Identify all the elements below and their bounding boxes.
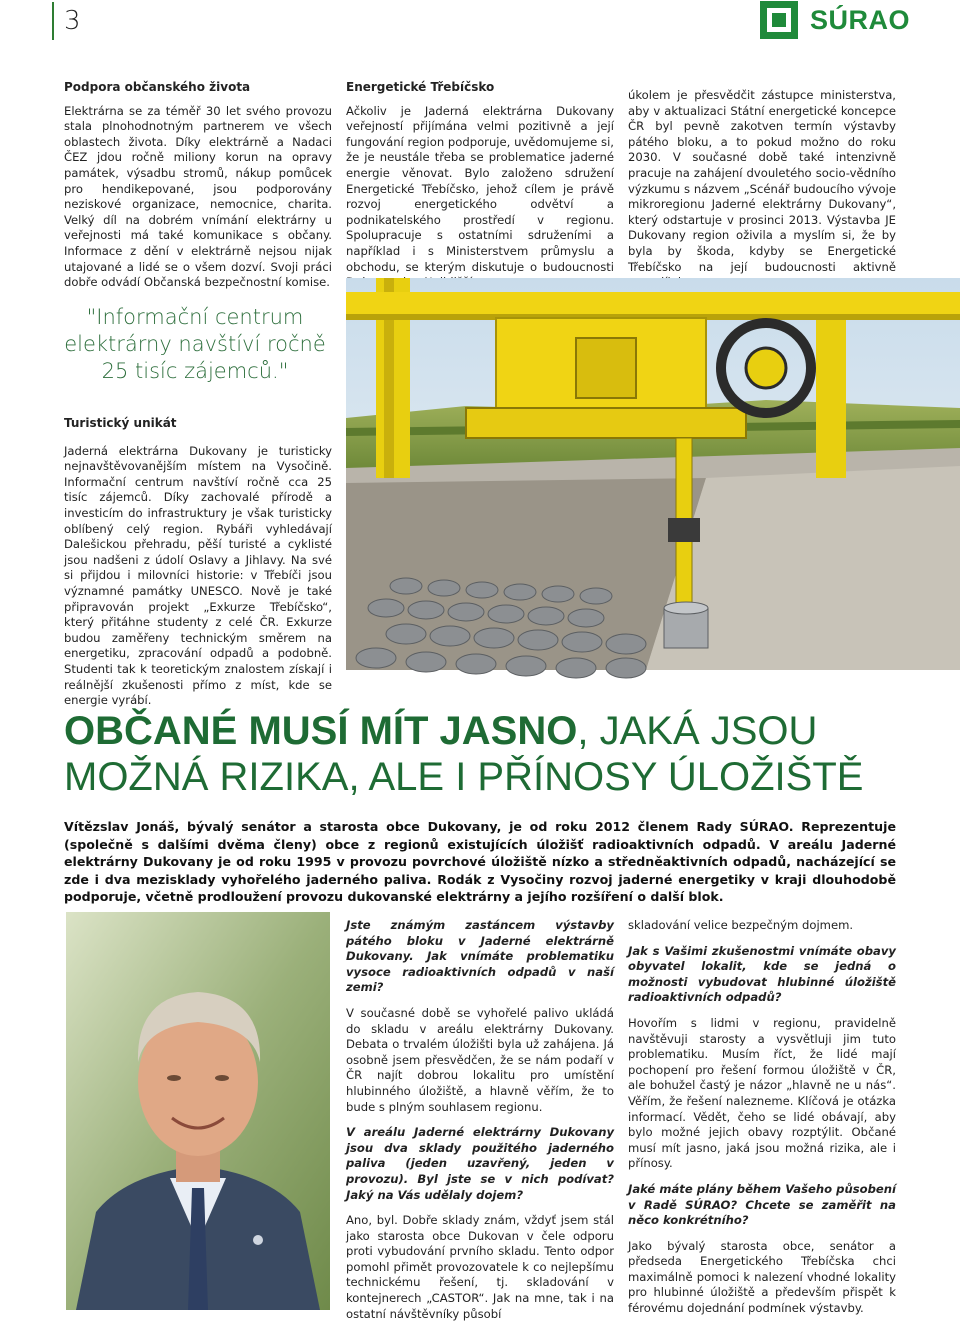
section-title-tourism: Turistický unikát <box>64 416 177 430</box>
column-tourism <box>64 416 332 709</box>
headline-bold: OBČANÉ MUSÍ MÍT JASNO <box>64 709 578 753</box>
interview-question-2: V areálu Jaderné elektrárny Dukovany jsou dva sklady použitého jaderného paliva (jeden uzavřený, jeden v provozu). Byl jste se v nich podívat? Jaký na Vás udělaly dojem? <box>346 1125 614 1202</box>
page-number-rule <box>52 2 54 40</box>
section-title-civic-life: Podpora občanského života <box>64 80 251 94</box>
interview-column-1 <box>346 918 614 1332</box>
interview-column-2 <box>628 918 896 1327</box>
article-lead: Vítězslav Jonáš, bývalý senátor a starosta obce Dukovany, je od roku 2012 členem Rady SÚRAO. Reprezentuje (společně s dalšími dvěma členy) obce z regionů existujících úložišť radioaktivních odpadů. V areálu Jaderné elektrárny Dukovany je od roku 1995 v provozu povrchové úložiště nízko a středněaktivních odpadů, nacházející se zde i dva mezisklady vyhořelého jaderného paliva. Rodák z Vysočiny rozvoj jaderné energetiky v kraji dlouhodobě podporuje, včetně prodloužení provozu dukovanské elektrárny a jejího rozšíření o další blok. <box>64 819 896 905</box>
interview-answer-4: Jako bývalý starosta obce, senátor a předseda Energetického Třebíčska chci maximálně pomoci k nalezení vhodné lokality pro hlubinné úložiště a především přispět k férovému dojednání podmínek výstavby. <box>628 1238 896 1316</box>
civic-life-text: Elektrárna se za téměř 30 let svého provozu stala plnohodnotným partnerem ve všech oblastech života. Díky elektrárně a Nadaci ČEZ jdou ročně miliony korun na opravy památek, výsadbu stromů, nákup pomůcek pro hendikepované, jsou podporovány neziskové organizace, nemocnice, charita. Velký díl na dobrém vnímání elektrárny u veřejnosti má také komunikace s občany. Informace z dění v elektrárně nejsou nijak utajované a lidé se o všem dozví. Svoji práci dobře odvádí Občanská bezpečnostní komise. <box>64 103 332 290</box>
section-title-energy-region: Energetické Třebíčsko <box>346 80 495 94</box>
interview-question-1: Jste známým zastáncem výstavby pátého bloku v Jaderné elektrárně Dukovany. Jak vnímáte problematiku vysoce radioaktivních odpadů v naší zemi? <box>346 918 614 995</box>
interview-answer-3: Hovořím s lidmi v regionu, pravidelně navštěvuji starosty a vysvětluji jim tuto problematiku. Musím říct, že lidé mají pochopení pro řešení formou úložiště v ČR, ale bohužel častý je názor „hlavně ne u nás“. Věřím, že řešení nalezneme. Klíčová je otázka informací. Vědět, čeho se lidé obávají, aby bylo možné jejich obavy rozptýlit. Občané musí mít jasno, jaká jsou možná rizika, ale i přínosy. <box>628 1015 896 1171</box>
pull-quote: "Informační centrum elektrárny navštíví ročně 25 tisíc zájemců." <box>64 305 326 383</box>
photo-portrait <box>66 912 330 1310</box>
page-number: 3 <box>64 6 81 36</box>
article-headline <box>64 708 944 800</box>
interview-answer-1: V současné době se vyhořelé palivo ukládá do skladu v areálu elektrárny Dukovany. Debata o trvalém úložišti byla už zahájena. Já osobně jsem přesvědčen, že se nám podaří v ČR najít dobrou lokalitu pro umístění hlubinného úložiště, a hlavně věřím, že to bude s plným souhlasem regionu. <box>346 1005 614 1114</box>
energy-region-text-cont: úkolem je přesvědčit zástupce ministerstva, aby v aktualizaci Státní energetické koncepce ČR byl pevně zakotven termín výstavby pátého bloku, a to pokud možno do roku 2030. V současné době také intenzivně pracuje na zahájení dvouletého socio-vědního výzkumu s názvem „Scénář budoucího vývoje mikroregionu Jaderné elektrárny Dukovany“, který odstartuje v prosinci 2013. Výstavba JE Dukovany region oživila a myslím si, že by byla by škoda, kdyby se Energetické Třebíčsko na její budoucnosti aktivně <box>628 88 896 274</box>
photo-storage-crane <box>346 278 960 670</box>
surao-logo <box>760 0 910 40</box>
column-civic-life <box>64 80 332 291</box>
interview-question-4: Jaké máte plány během Vašeho působení v Radě SÚRAO? Chcete se zaměřit na něco konkrétního? <box>628 1181 896 1228</box>
headline-light: , JAKÁ JSOU MOŽNÁ RIZIKA, ALE I PŘÍNOSY ÚLOŽIŠTĚ <box>64 709 864 799</box>
tourism-text: Jaderná elektrárna Dukovany je turisticky nejnavštěvovanějším místem na Vysočině. Informační centrum navštíví ročně cca 25 tisíc zájemců. Díky zachovalé přírodě a investicím do infrastruktury je však turisticky oblíbený celý region. Rybáři vyhledávají Dalešickou přehradu, pěší turisté a cyklisté jsou nadšeni z údolí Oslavy a Jihlavy. Na své si přijdou i milovníci historie: v Třebíči jsou významné památky UNESCO. Nově je také připravován projekt „Exkurze Třebíčsko“, který přitáhne studenty z celé ČR. Exkurze budou zaměřeny technickým směrem na energetiku, zpracování odpadů a podobně. Studenti tak k teoretickým znalostem získají i reálnější zkušenosti přímo z míst, kde se energie vyrábí. <box>64 443 332 708</box>
energy-region-text: Ačkoliv je Jaderná elektrárna Dukovany veřejností přijímána velmi pozitivně a její fungování region podporuje, uvědomujeme si, že je neustále třeba se problematice jaderné energie věnovat. Bylo založeno sdružení Energetické Třebíčsko, jehož cílem je právě rozvoj energetického odvětví a podnikatelského prostředí v regionu. Spolupracuje s ostatními sdruženími a například i s Ministerstvem průmyslu a obchodu, se kterým diskutuje o budoucnosti <box>346 103 614 274</box>
interview-answer-2-cont: skladování velice bezpečným dojmem. <box>628 918 854 932</box>
logo-text: SÚRAO <box>810 4 911 35</box>
column-energy-region <box>346 80 614 291</box>
interview-question-3: Jak s Vašimi zkušenostmi vnímáte obavy obyvatel lokalit, kde se jedná o možnosti vybudovat hlubinné úložiště radioaktivních odpadů? <box>628 943 896 1005</box>
column-energy-region-cont <box>628 88 896 291</box>
interview-answer-2: Ano, byl. Dobře sklady znám, vždyť jsem stál jako starosta obce Dukovan v čele odporu proti vybudování prvního skladu. Tento odpor pomohl přimět provozovatele k co nejlepšímu technickému řešení, tj. skladování v kontejnerech „CASTOR“. Jak na mne, tak i na ostatní návštěvníky působí <box>346 1213 614 1321</box>
logo-mark-icon <box>760 1 798 39</box>
